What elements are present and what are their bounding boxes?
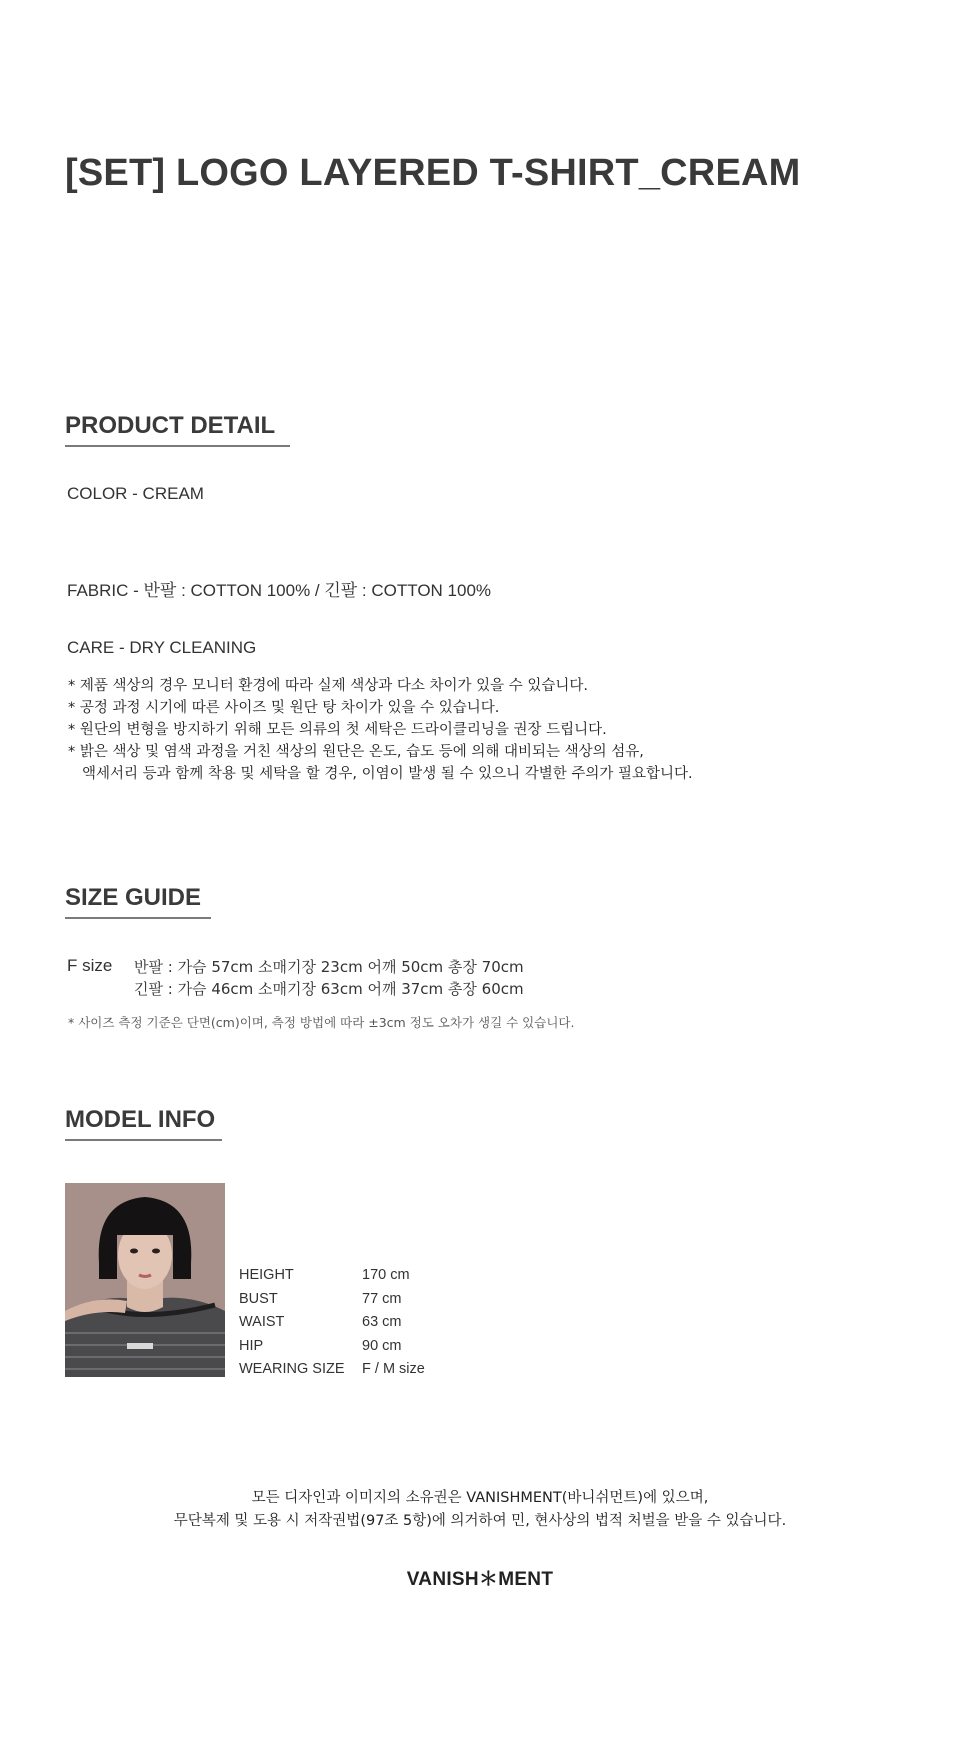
care-note: 액세서리 등과 함께 착용 및 세탁을 할 경우, 이염이 발생 될 수 있으니 각별한 주의가 필요합니다. — [82, 766, 693, 782]
model-stat-wearing-size: WEARING SIZE F / M size — [239, 1361, 425, 1377]
model-info-heading: MODEL INFO — [65, 1106, 222, 1141]
size-note: * 사이즈 측정 기준은 단면(cm)이며, 측정 방법에 따라 ±3cm 정도 오차가 생길 수 있습니다. — [68, 1015, 575, 1030]
size-row: 긴팔 : 가슴 46cm 소매기장 63cm 어깨 37cm 총장 60cm — [134, 980, 524, 998]
product-detail-heading: PRODUCT DETAIL — [65, 412, 290, 447]
copyright-line: 무단복제 및 도용 시 저작권법(97조 5항)에 의거하여 민, 현사상의 법적 처벌을 받을 수 있습니다. — [173, 1513, 787, 1529]
copyright-line: 모든 디자인과 이미지의 소유권은 VANISHMENT(바니쉬먼트)에 있으며, — [251, 1490, 709, 1506]
care-note: * 원단의 변형을 방지하기 위해 모든 의류의 첫 세탁은 드라이클리닝을 권장 드립니다. — [68, 722, 607, 738]
model-stat-hip: HIP 90 cm — [239, 1337, 402, 1354]
care-note: * 공정 과정 시기에 따른 사이즈 및 원단 탕 차이가 있을 수 있습니다. — [68, 700, 500, 716]
product-title: [SET] LOGO LAYERED T-SHIRT_CREAM — [65, 152, 801, 194]
size-measurements — [134, 956, 524, 1000]
brand-logo: VANISH＊MENT — [406, 1569, 554, 1590]
model-photo — [65, 1183, 225, 1377]
care-spec: CARE - DRY CLEANING — [67, 638, 257, 657]
care-notes — [68, 675, 693, 785]
color-spec: COLOR - CREAM — [67, 484, 204, 503]
model-stat-bust: BUST 77 cm — [239, 1290, 402, 1307]
model-stat-height: HEIGHT 170 cm — [239, 1267, 410, 1283]
model-stats — [239, 1267, 425, 1385]
size-label: F size — [67, 956, 113, 975]
size-guide-heading: SIZE GUIDE — [65, 884, 211, 919]
fabric-spec: FABRIC - 반팔 : COTTON 100% / 긴팔 : COTTON 100% — [67, 581, 492, 600]
care-note: * 밝은 색상 및 염색 과정을 거친 색상의 원단은 온도, 습도 등에 의해 대비되는 색상의 섬유, — [68, 744, 644, 760]
model-stat-waist: WAIST 63 cm — [239, 1314, 402, 1330]
copyright-notice — [0, 1487, 960, 1533]
size-row: 반팔 : 가슴 57cm 소매기장 23cm 어깨 50cm 총장 70cm — [134, 958, 524, 976]
care-note: * 제품 색상의 경우 모니터 환경에 따라 실제 색상과 다소 차이가 있을 수 있습니다. — [68, 678, 588, 694]
